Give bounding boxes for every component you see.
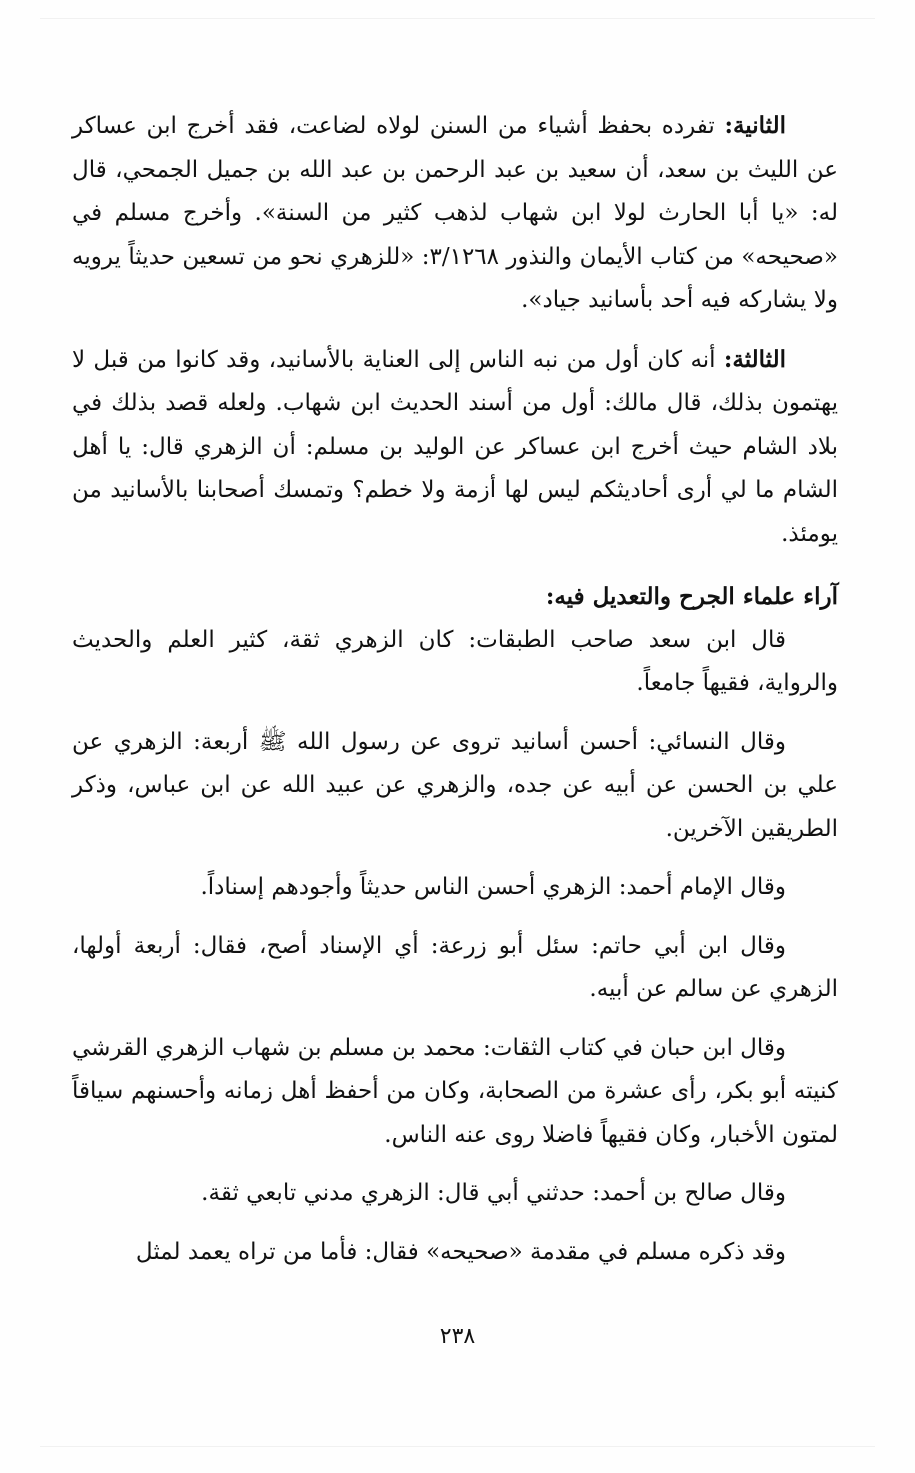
paragraph-lead-second: الثانية: bbox=[724, 112, 786, 139]
paragraph-text-second: تفرده بحفظ أشياء من السنن لولاه لضاعت، فقد أخرج ابن عساكر عن الليث بن سعد، أن سعيد بن عبد الرحمن بن عبد الله بن جميل الجمحي، قال له: «يا أبا الحارث لولا ابن شهاب لذهب كثير من السنة». وأخرج مسلم في «صحيحه» من كتاب الأيمان والنذور ٣/١٢٦٨: «للزهري نحو من تسعين حديثاً يرويه ولا يشاركه فيه أحد بأسانيد جياد». bbox=[72, 113, 838, 313]
paragraph-muslim: وقد ذكره مسلم في مقدمة «صحيحه» فقال: فأما من تراه يعمد لمثل bbox=[135, 1238, 786, 1265]
paragraph-gap bbox=[72, 910, 838, 925]
paragraph-text-third: أنه كان أول من نبه الناس إلى العناية بالأسانيد، وقد كانوا من قبل لا يهتمون بذلك، قال مالك: أول من أسند الحديث ابن شهاب. ولعله قصد بذلك في بلاد الشام حيث أخرج ابن عساكر عن الوليد بن مسلم: أن الزهري قال: يا أهل الشام ما لي أرى أحاديثكم ليس لها أزمة ولا خطم؟ وتمسك أصحابنا بالأسانيد من يومئذ. bbox=[72, 346, 838, 547]
paragraph-lead-third: الثالثة: bbox=[723, 345, 786, 373]
paragraph-salih: وقال صالح بن أحمد: حدثني أبي قال: الزهري مدني تابعي ثقة. bbox=[201, 1180, 786, 1206]
paragraph-ahmad: وقال الإمام أحمد: الزهري أحسن الناس حديثاً وأجودهم إسناداً. bbox=[200, 874, 786, 900]
page-number: ٢٣٨ bbox=[439, 1324, 476, 1349]
paragraph-gap bbox=[72, 1012, 838, 1027]
page-body bbox=[72, 104, 838, 1274]
paragraph-ibn-saad: قال ابن سعد صاحب الطبقات: كان الزهري ثقة، كثير العلم والحديث والرواية، فقيهاً جامعاً. bbox=[72, 626, 838, 696]
paragraph-ibn-abi-hatim: وقال ابن أبي حاتم: سئل أبو زرعة: أي الإسناد أصح، فقال: أربعة أولها، الزهري عن سالم عن أبيه. bbox=[72, 932, 838, 1002]
paragraph-gap bbox=[72, 1216, 838, 1231]
section-heading: آراء علماء الجرح والتعديل فيه: bbox=[545, 583, 838, 610]
paragraph-gap bbox=[72, 323, 838, 338]
paragraph-gap bbox=[72, 706, 838, 721]
paragraph-gap bbox=[72, 851, 838, 866]
paragraph-gap bbox=[72, 1157, 838, 1172]
paragraph-second-point bbox=[72, 104, 838, 323]
scan-edge-top bbox=[40, 18, 875, 19]
paragraph-gap bbox=[72, 556, 838, 575]
scan-edge-bottom bbox=[40, 1446, 875, 1447]
paragraph-nasai: وقال النسائي: أحسن أسانيد تروى عن رسول الله ﷺ أربعة: الزهري عن علي بن الحسن عن أبيه عن جده، والزهري عن عبيد الله عن ابن عباس، وذكر الطريقين الآخرين. bbox=[72, 728, 838, 842]
paragraph-ibn-hibban: وقال ابن حبان في كتاب الثقات: محمد بن مسلم بن شهاب الزهري القرشي كنيته أبو بكر، رأى عشرة من الصحابة، وكان من أحفظ أهل زمانه وأحسنهم سياقاً لمتون الأخبار، وكان فقيهاً فاضلا روى عنه الناس. bbox=[72, 1034, 838, 1148]
paragraph-third-point bbox=[72, 338, 838, 557]
